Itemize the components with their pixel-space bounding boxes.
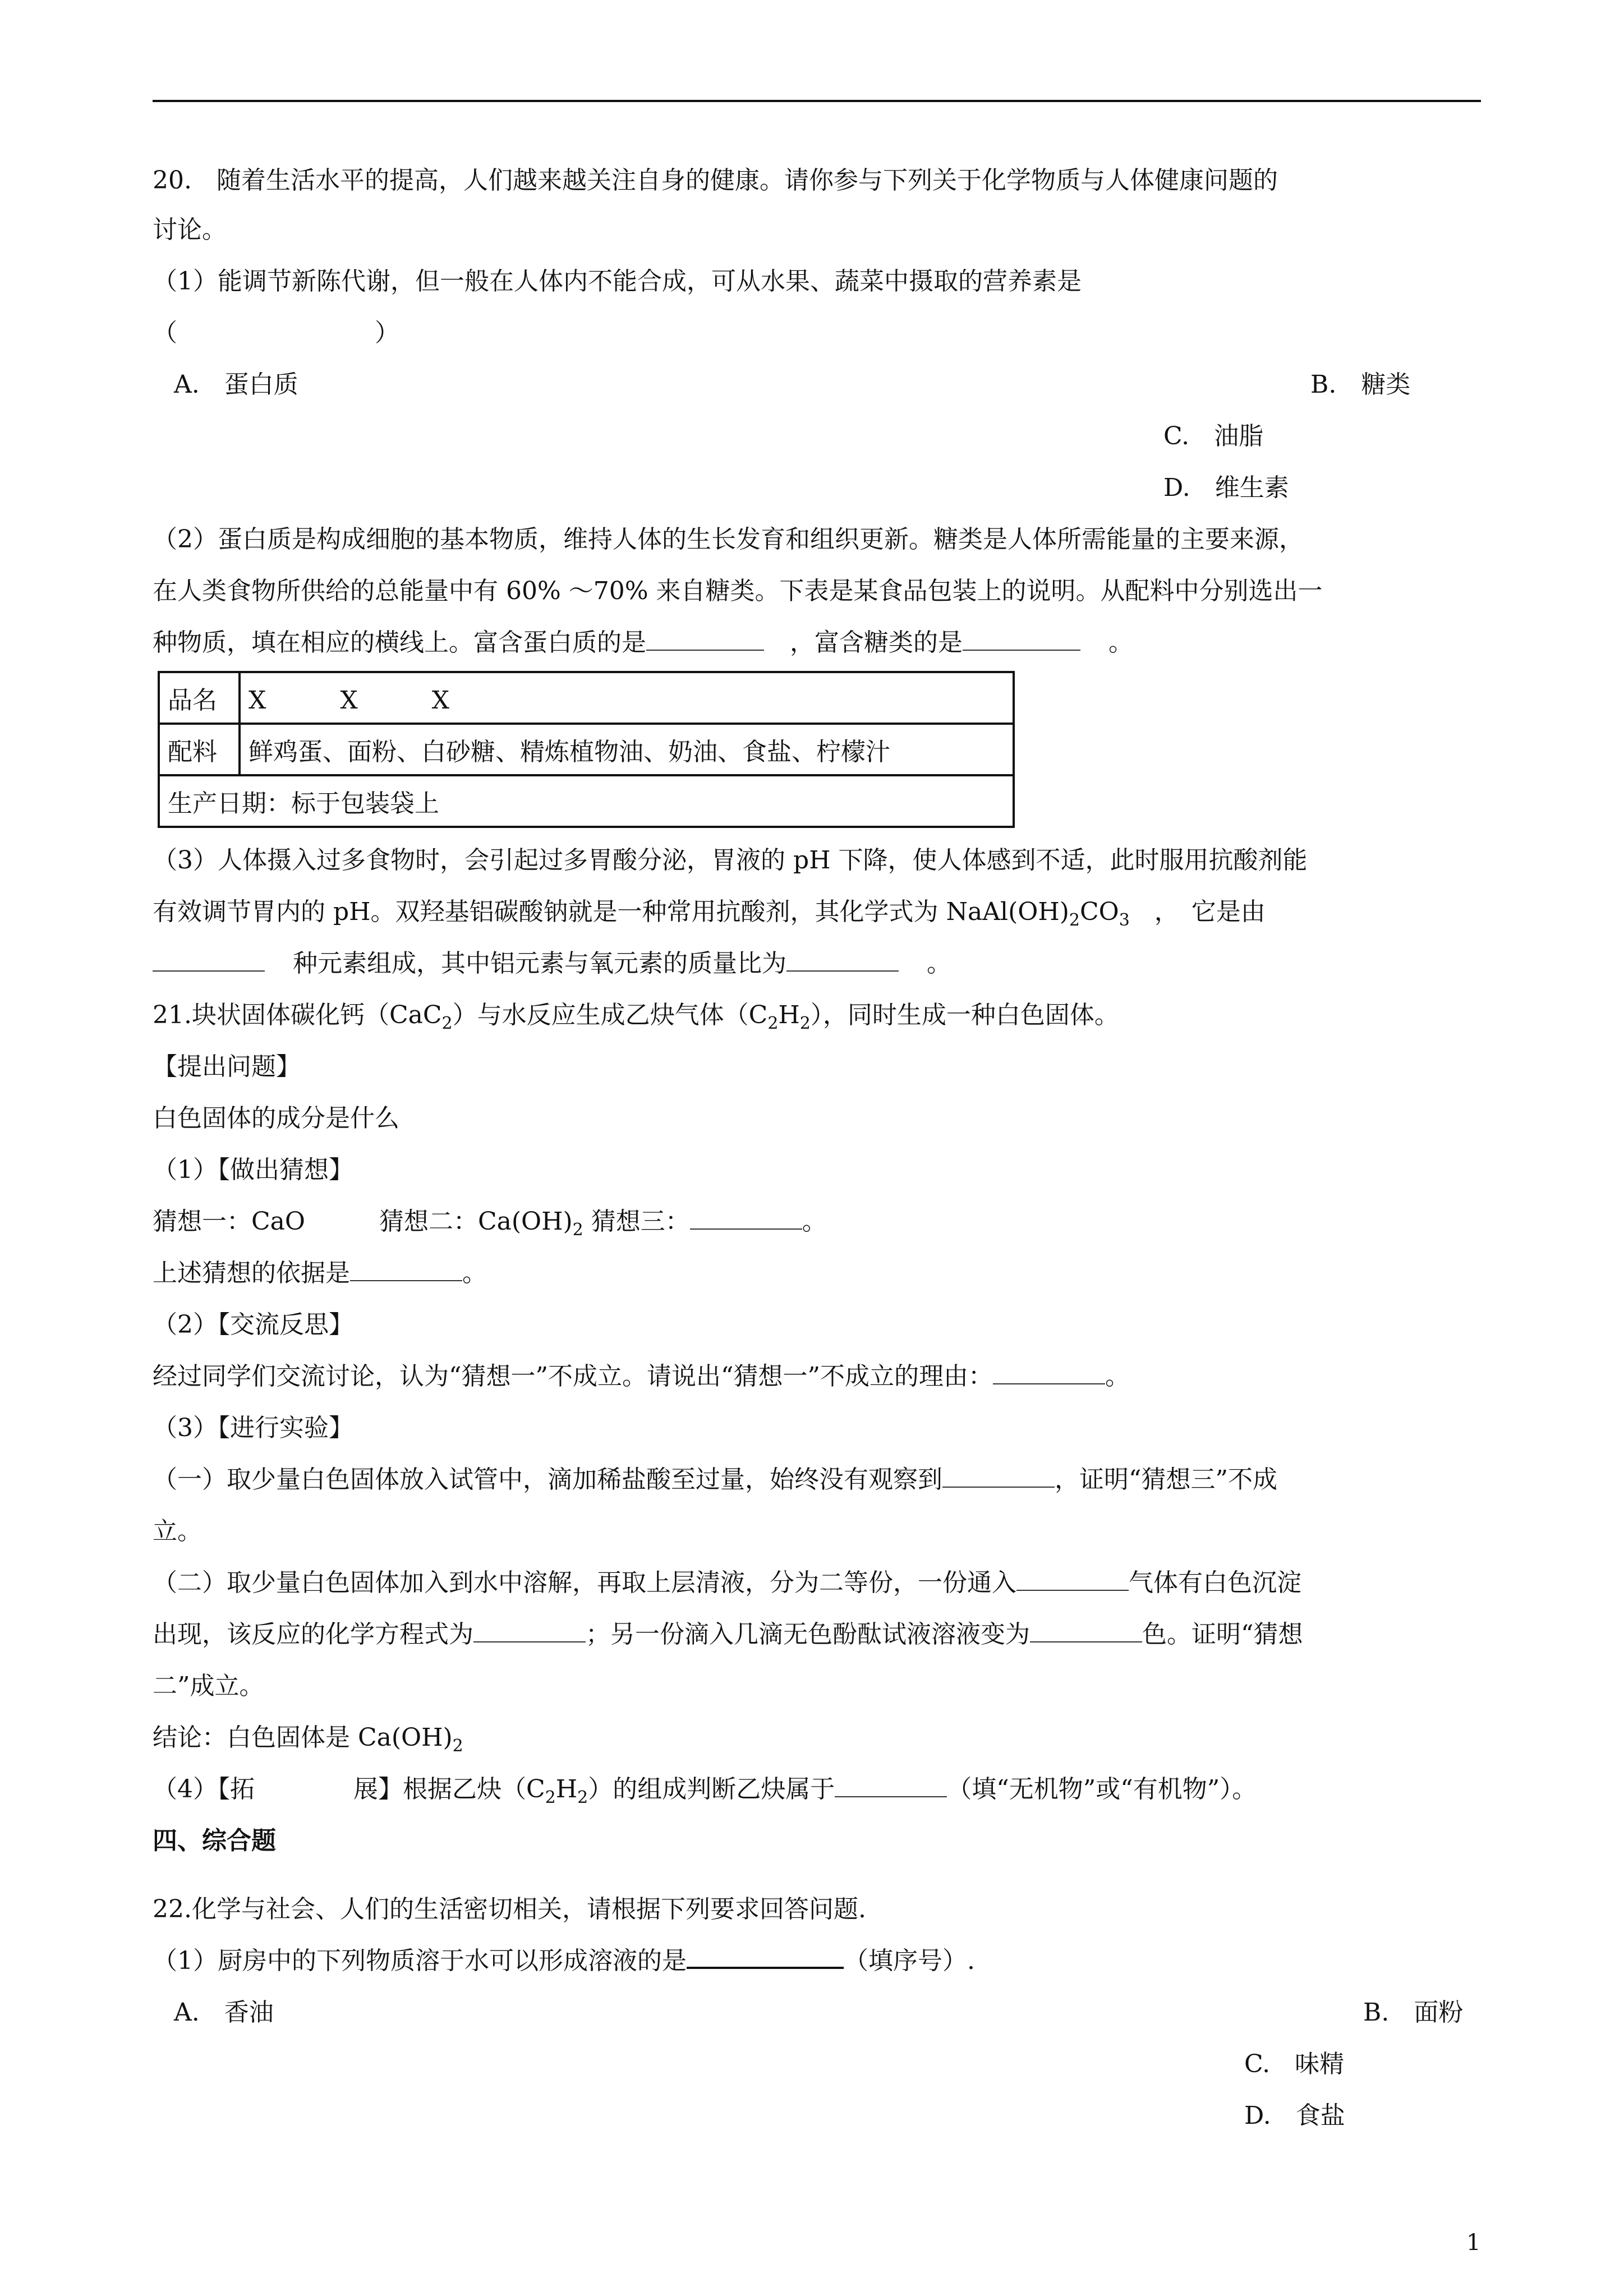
q21-heading-question: 【提出问题】	[153, 1052, 301, 1081]
q20-option-a: A. 蛋白质	[174, 370, 298, 399]
section-heading: 四、综合题	[153, 1826, 276, 1855]
table-key-name: 品名	[159, 672, 240, 724]
q20-part2-line3: 种物质，填在相应的横线上。富含蛋白质的是 ，富含糖类的是 。	[153, 628, 1133, 657]
q22-option-a: A. 香油	[174, 1998, 274, 2027]
element-count-blank[interactable]	[153, 948, 265, 972]
classification-blank[interactable]	[835, 1774, 947, 1797]
q21-exp1-line1: （一）取少量白色固体放入试管中，滴加稀盐酸至过量，始终没有观察到 ，证明“猜想三”不成	[153, 1465, 1277, 1494]
table-value-name: X X X	[240, 672, 1014, 724]
header-rule	[153, 100, 1481, 102]
food-label-table	[158, 671, 1015, 828]
q22-option-b: B. 面粉	[1363, 1998, 1464, 2027]
equation-blank[interactable]	[473, 1619, 586, 1642]
q21-guesses: 猜想一：CaO 猜想二：$Ca(OH)_2$ 猜想三： 。	[153, 1207, 827, 1240]
table-value-ingredients: 鲜鸡蛋、面粉、白砂糖、精炼植物油、奶油、食盐、柠檬汁	[240, 724, 1014, 775]
observation-blank[interactable]	[942, 1464, 1055, 1488]
q20-option-c: C. 油脂	[1163, 422, 1264, 450]
q22-part1: （1）厨房中的下列物质溶于水可以形成溶液的是 （填序号）.	[153, 1943, 975, 1979]
q20-part2-line1: （2）蛋白质是构成细胞的基本物质，维持人体的生长发育和组织更新。糖类是人体所需能量的主要来源，	[153, 525, 1304, 554]
basis-blank[interactable]	[350, 1258, 462, 1281]
q21-exp2-line1: （二）取少量白色固体加入到水中溶解，再取上层清液，分为二等份，一份通入 气体有白色沉淀	[153, 1568, 1301, 1597]
mass-ratio-blank[interactable]	[786, 948, 899, 972]
q20-part3-line3: 种元素组成，其中铝元素与氧元素的质量比为 。	[153, 946, 951, 982]
q20-stem-line1: 20. 随着生活水平的提高，人们越来越关注自身的健康。请你参与下列关于化学物质与人体健康问题的	[153, 166, 1278, 195]
guess3-blank[interactable]	[690, 1206, 802, 1230]
q20-option-b: B. 糖类	[1310, 370, 1411, 399]
q20-part1-paren: （ ）	[153, 319, 399, 347]
q21-basis: 上述猜想的依据是 。	[153, 1259, 487, 1287]
table-production-date: 生产日期：标于包装袋上	[159, 775, 1014, 827]
solution-answer-blank[interactable]	[687, 1944, 844, 1969]
q21-conclusion: 结论：白色固体是 $Ca(OH)_2$	[153, 1723, 463, 1756]
q21-exp1-line2: 立。	[153, 1517, 202, 1545]
q22-option-d: D. 食盐	[1244, 2101, 1345, 2130]
sugar-answer-blank[interactable]	[963, 627, 1080, 651]
q20-stem-line2: 讨论。	[153, 215, 227, 244]
q22-option-c: C. 味精	[1244, 2050, 1345, 2078]
q20-part1-text: （1）能调节新陈代谢，但一般在人体内不能合成，可从水果、蔬菜中摄取的营养素是	[153, 267, 1082, 296]
q21-stem: 21.块状固体碳化钙（CaC$_2$）与水反应生成乙炔气体$(C_2H_2)$，同时生成一种白色固体。	[153, 1001, 1119, 1033]
gas-blank[interactable]	[1016, 1567, 1129, 1591]
table-key-ingredients: 配料	[159, 724, 240, 775]
q21-exp2-line3: 二”成立。	[153, 1672, 264, 1700]
q20-part3-line2: 有效调节胃内的 pH。双羟基铝碳酸钠就是一种常用抗酸剂，其化学式为 $NaAl(OH)_2CO_3$ ， 它是由	[153, 898, 1266, 930]
q21-heading-experiment: （3）【进行实验】	[153, 1414, 353, 1442]
protein-answer-blank[interactable]	[646, 627, 764, 651]
q21-extension: （4）【拓 展】根据乙炔$(C_2H_2)$的组成判断乙炔属于 （填“无机物”或“有机物”）。	[153, 1775, 1257, 1807]
q20-option-d: D. 维生素	[1163, 473, 1289, 502]
q21-reflect: 经过同学们交流讨论，认为“猜想一”不成立。请说出“猜想一”不成立的理由： 。	[153, 1362, 1130, 1391]
q21-exp2-line2: 出现，该反应的化学方程式为 ；另一份滴入几滴无色酚酞试液溶液变为 色。证明“猜想	[153, 1620, 1303, 1649]
reason-blank[interactable]	[993, 1361, 1105, 1384]
q21-heading-reflect: （2）【交流反思】	[153, 1310, 353, 1339]
q21-heading-guess: （1）【做出猜想】	[153, 1156, 353, 1184]
page-number: 1	[1466, 2230, 1481, 2256]
q20-part2-line2: 在人类食物所供给的总能量中有 60% ～70% 来自糖类。下表是某食品包装上的说明。从配料中分别选出一	[153, 577, 1323, 605]
q21-question: 白色固体的成分是什么	[153, 1104, 399, 1133]
color-blank[interactable]	[1030, 1619, 1142, 1642]
q20-part3-line1: （3）人体摄入过多食物时，会引起过多胃酸分泌，胃液的 pH 下降，使人体感到不适，此时服用抗酸剂能	[153, 846, 1308, 875]
q22-stem: 22.化学与社会、人们的生活密切相关，请根据下列要求回答问题.	[153, 1895, 866, 1924]
